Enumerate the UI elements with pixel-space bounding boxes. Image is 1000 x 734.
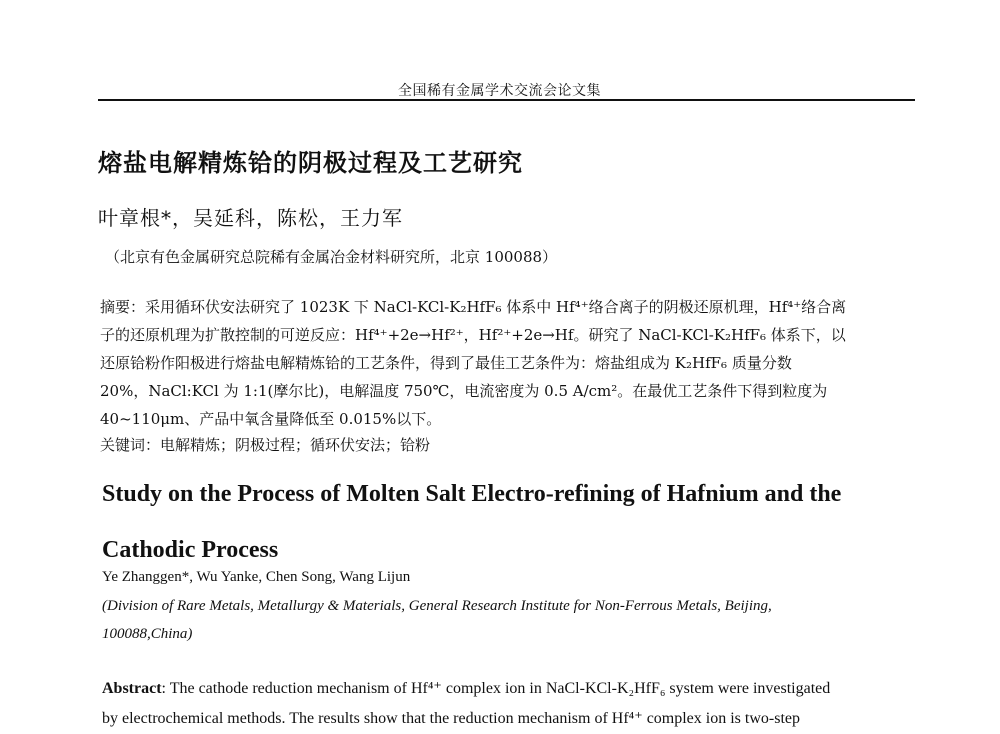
chinese-abstract-line: 20%，NaCl:KCl 为 1:1(摩尔比)，电解温度 750℃，电流密度为 0.5 A/cm²。在最优工艺条件下得到粒度为: [100, 382, 828, 400]
chinese-abstract-line: 摘要：采用循环伏安法研究了 1023K 下 NaCl-KCl-K₂HfF₆ 体系中 Hf⁴⁺络合离子的阴极还原机理，Hf⁴⁺络合离: [100, 298, 847, 316]
english-abstract-line: [102, 674, 924, 704]
english-title-line: Cathodic Process: [102, 537, 279, 563]
abstract-label: Abstract: [102, 680, 162, 697]
chinese-abstract: [100, 293, 920, 433]
english-abstract: [102, 674, 924, 734]
english-authors: Ye Zhanggen*, Wu Yanke, Chen Song, Wang Lijun: [102, 569, 411, 585]
english-abstract-line: by electrochemical methods. The results show that the reduction mechanism of Hf⁴⁺ complex ion is two-step: [102, 710, 800, 727]
english-abstract-text: : The cathode reduction mechanism of Hf⁴⁺ complex ion in NaCl-KCl-K₂HfF₆ system were investigated: [161, 680, 831, 697]
english-affiliation-line: (Division of Rare Metals, Metallurgy & Materials, General Research Institute for Non-Ferrous Metals, Beijing,: [102, 598, 772, 614]
chinese-authors: 叶章根*，吴延科，陈松，王力军: [98, 206, 403, 230]
chinese-abstract-line: 还原铪粉作阳极进行熔盐电解精炼铪的工艺条件，得到了最佳工艺条件为：熔盐组成为 K₂HfF₆ 质量分数: [100, 354, 792, 372]
chinese-abstract-line: 40~110μm、产品中氧含量降低至 0.015%以下。: [100, 410, 442, 428]
english-affiliation: [102, 592, 902, 648]
english-title: [102, 466, 922, 578]
chinese-abstract-line: 子的还原机理为扩散控制的可逆反应：Hf⁴⁺+2e→Hf²⁺，Hf²⁺+2e→Hf。研究了 NaCl-KCl-K₂HfF₆ 体系下，以: [100, 326, 846, 344]
chinese-title: 熔盐电解精炼铪的阴极过程及工艺研究: [98, 149, 523, 177]
english-affiliation-line: 100088,China): [102, 626, 193, 642]
english-title-line: Study on the Process of Molten Salt Electro-refining of Hafnium and the: [102, 481, 842, 507]
running-header: 全国稀有金属学术交流会论文集: [398, 83, 601, 99]
header-rule: [98, 99, 915, 101]
chinese-keywords: 关键词：电解精炼；阴极过程；循环伏安法；铪粉: [100, 436, 431, 454]
chinese-affiliation: （北京有色金属研究总院稀有金属冶金材料研究所，北京 100088）: [105, 248, 558, 266]
